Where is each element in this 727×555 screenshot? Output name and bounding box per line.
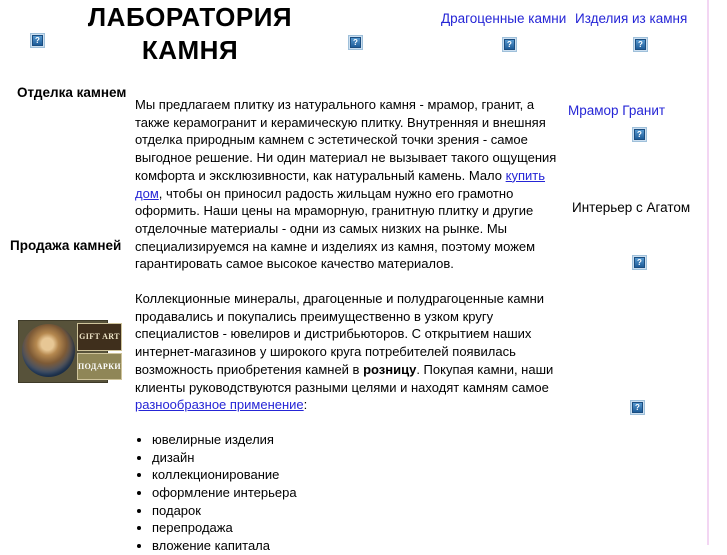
paragraph-stone-sales <box>135 290 569 414</box>
retail-bold-text: розницу <box>363 361 417 377</box>
list-item: • ювелирные изделия <box>152 431 569 449</box>
paragraph-text: . Покупая камни, наши клиенты руководствуются разными целями и находят камням самое <box>135 361 554 395</box>
madonna-painting-image <box>21 323 75 378</box>
sidebar-item-stone-sales[interactable]: Продажа камней <box>10 238 122 253</box>
banner-podarki-label: ПОДАРКИ <box>77 353 122 381</box>
question-mark-icon: ? <box>635 39 646 50</box>
page-edge-line <box>707 0 709 545</box>
paragraph-text: , чтобы он приносил радость жильцам нужно его грамотно оформить. Наши цены на мраморную, гранитную плитку и другие отделочные материалы - одни из самых низких на рынке. Мы специализируемся на камне и изделиях из камня, поэтому можем гарантировать самое высокое качество материалов. <box>135 185 536 272</box>
diverse-application-link[interactable]: разнообразное применение <box>135 397 304 413</box>
question-mark-icon: ? <box>632 402 643 413</box>
broken-image-icon[interactable] <box>502 37 517 52</box>
question-mark-icon: ? <box>504 39 515 50</box>
sidebar-item-stone-finishing[interactable]: Отделка камнем <box>17 85 127 100</box>
madonna-circle-image <box>22 324 75 377</box>
list-item: • перепродажа <box>152 519 569 537</box>
paragraph-stone-finishing <box>135 96 569 273</box>
question-mark-icon: ? <box>32 35 43 46</box>
agate-interior-caption: Интерьер с Агатом <box>572 200 691 215</box>
paragraph-text: Мы предлагаем плитку из натурального камня - мрамор, гранит, а также керамогранит и керамическую плитку. Внутренняя и внешняя отделка природным камнем с эстетической точки зрения - самое выгодное решение. Ни один материал не вызывает такого ощущения комфорта и эксклюзивности, как натуральный камень. Мало <box>135 97 557 183</box>
list-item: • оформление интерьера <box>152 484 569 502</box>
list-item: • дизайн <box>152 449 569 467</box>
nav-link-precious-stones[interactable]: Драгоценные камни <box>441 11 567 26</box>
question-mark-icon: ? <box>634 257 645 268</box>
paragraph-text: : <box>303 397 308 413</box>
buy-house-link[interactable]: купить дом <box>135 167 546 201</box>
page-title <box>40 0 340 67</box>
broken-image-icon[interactable] <box>632 255 647 270</box>
list-item: • подарок <box>152 502 569 520</box>
broken-image-icon[interactable] <box>632 127 647 142</box>
main-content <box>135 96 569 555</box>
marble-granite-link[interactable]: Мрамор Гранит <box>568 103 666 118</box>
list-item: • вложение капитала <box>152 537 569 555</box>
broken-image-icon[interactable] <box>348 35 363 50</box>
page-title-line2: КАМНЯ <box>141 35 239 65</box>
question-mark-icon: ? <box>634 129 645 140</box>
gift-art-banner[interactable] <box>18 320 122 383</box>
nav-link-stone-products[interactable]: Изделия из камня <box>575 11 688 26</box>
banner-text-block <box>77 323 122 380</box>
broken-image-icon[interactable] <box>633 37 648 52</box>
paragraph-text: Коллекционные минералы, драгоценные и полудрагоценные камни продавались и покупались преимущественно в узком кругу специалистов - ювелиров и дистрибьюторов. С открытием наших интернет-магазинов у широкого круга потребителей появилась возможность приобретения камней в <box>135 291 545 377</box>
broken-image-icon[interactable] <box>630 400 645 415</box>
stone-uses-list <box>135 431 569 555</box>
page-title-line1: ЛАБОРАТОРИЯ <box>87 2 293 32</box>
question-mark-icon: ? <box>350 37 361 48</box>
broken-image-icon[interactable] <box>30 33 45 48</box>
list-item: • коллекционирование <box>152 466 569 484</box>
banner-gift-art-label: GIFT ART <box>77 323 122 351</box>
